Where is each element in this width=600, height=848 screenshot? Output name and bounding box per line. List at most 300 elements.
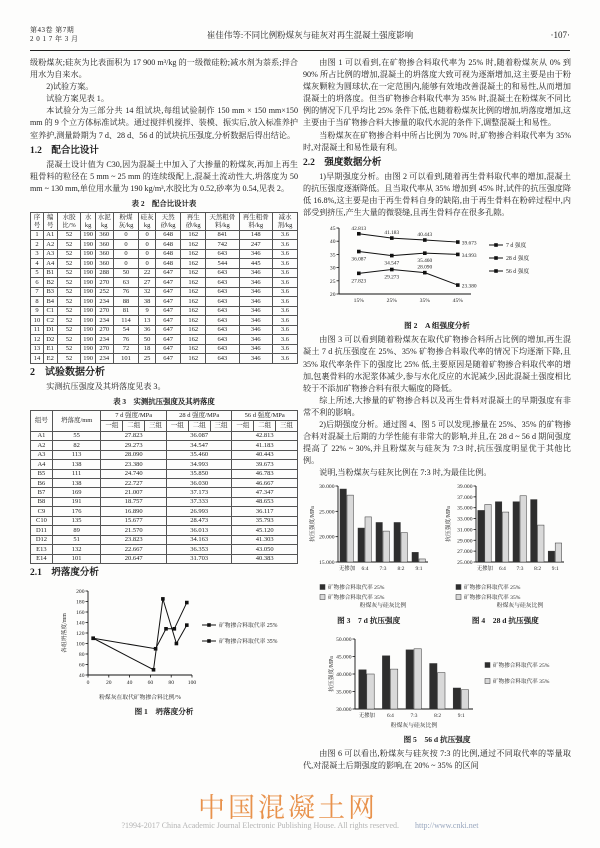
table2-cell: 643: [206, 344, 239, 353]
svg-text:无掺加: 无掺加: [477, 566, 494, 573]
group-a-strength-line-chart: [303, 223, 571, 315]
svg-text:矿物掺合料取代率 35%: 矿物掺合料取代率 35%: [219, 639, 278, 646]
figure-3-caption: 图 3 7 d 抗压强度: [337, 615, 401, 625]
table2-cell: A1: [43, 230, 57, 239]
table2-cell: 647: [156, 287, 181, 296]
table2-cell: 13: [139, 316, 156, 325]
svg-text:100: 100: [187, 680, 197, 687]
svg-text:8:2: 8:2: [434, 712, 442, 719]
table2-cell: 27: [139, 278, 156, 287]
svg-text:35: 35: [329, 252, 336, 259]
table2-header-cell: 水胶比/%: [57, 213, 81, 231]
table3-cell: B6: [31, 479, 53, 488]
table3-cell: 21.007: [101, 488, 166, 497]
table3-cell: 28.090: [101, 450, 166, 459]
table2-cell: 647: [156, 316, 181, 325]
table-row: [31, 240, 298, 249]
svg-text:140: 140: [76, 620, 85, 627]
table3-cell: 35.460: [166, 450, 231, 459]
table3-header-cell: 7 d 强度/MPa: [101, 410, 166, 420]
table-row: [31, 431, 298, 440]
svg-text:35.000: 35.000: [457, 506, 473, 513]
table3-cell: 176: [52, 507, 101, 516]
svg-text:39.000: 39.000: [457, 484, 473, 491]
table3-cell: 36.087: [166, 431, 231, 440]
table2-cell: 52: [57, 316, 81, 325]
table2-cell: A2: [43, 240, 57, 249]
svg-text:41.183: 41.183: [384, 230, 400, 237]
table3-cell: 36.013: [166, 526, 231, 535]
table2-cell: 76: [113, 287, 138, 296]
table2-cell: 12: [31, 335, 44, 344]
table2-cell: 148: [239, 230, 272, 239]
table3-cell: 28.473: [166, 516, 231, 525]
table2-cell: 3.6: [272, 306, 297, 315]
table2-caption: 表 2 配合比设计表: [131, 198, 197, 208]
table2-cell: 52: [57, 335, 81, 344]
table2-cell: 63: [113, 278, 138, 287]
table2-cell: 3.6: [272, 230, 297, 239]
table3-cell: 39.673: [232, 460, 298, 469]
table3-cell: 24.740: [101, 469, 166, 478]
table3-cell: 40.443: [232, 450, 298, 459]
svg-text:抗压强度/MPa: 抗压强度/MPa: [329, 655, 335, 692]
table3-cell: 29.273: [101, 441, 166, 450]
table3-cell: 23.823: [101, 535, 166, 544]
paragraph: 综上所述,大掺量的矿物掺合料以及再生骨料对混凝土的早期强度有非常不利的影响。: [303, 395, 571, 417]
table3-cell: 16.890: [101, 507, 166, 516]
table3-cell: 169: [52, 488, 101, 497]
table-row: [31, 249, 298, 258]
table3-cell: 47.347: [232, 488, 298, 497]
table3-cell: 40.383: [232, 554, 298, 563]
table2-cell: 14: [31, 354, 44, 363]
table2-cell: 8: [31, 297, 44, 306]
table2-cell: 10: [31, 316, 44, 325]
svg-text:40: 40: [126, 680, 133, 687]
paragraph: 实测抗压强度及其坍落度见表 3。: [46, 381, 166, 391]
table2-cell: 346: [239, 278, 272, 287]
table2-cell: 643: [206, 297, 239, 306]
table2-cell: 270: [95, 306, 113, 315]
table2-cell: 25: [139, 354, 156, 363]
table3-subheader-cell: 二组: [123, 421, 145, 431]
cnki-link[interactable]: http://www.cnki.net: [415, 821, 479, 830]
table2-cell: 76: [113, 335, 138, 344]
table2-cell: 3.6: [272, 354, 297, 363]
svg-text:56 d 强度: 56 d 强度: [506, 269, 530, 276]
table3-cell: A2: [31, 441, 53, 450]
svg-text:40.443: 40.443: [417, 232, 433, 239]
table2-cell: 252: [95, 287, 113, 296]
svg-text:抗压强度/MPa: 抗压强度/MPa: [309, 506, 316, 543]
table3-subheader-cell: 二组: [188, 421, 210, 431]
table2-cell: 162: [181, 287, 206, 296]
table2-cell: 13: [31, 344, 44, 353]
table2-cell: 3.6: [272, 278, 297, 287]
paragraph: 说明,当粉煤灰与硅灰比例在 7:3 时,为最佳比例。: [319, 468, 492, 478]
table3-cell: 55: [52, 431, 101, 440]
table3-cell: 36.030: [166, 479, 231, 488]
figure-1-caption: 图 1 坍落度分析: [134, 707, 194, 717]
table2-cell: B3: [43, 287, 57, 296]
date-line: 2 0 1 7 年 3 月: [30, 35, 79, 43]
56d-strength-bar-chart: [303, 633, 571, 729]
table2-cell: 52: [57, 344, 81, 353]
table-row: [31, 554, 298, 563]
svg-text:100: 100: [76, 641, 85, 648]
table-row: [31, 469, 298, 478]
table2-cell: 0: [113, 240, 138, 249]
table2-cell: 5: [31, 268, 44, 277]
table3-cell: 48.653: [232, 497, 298, 506]
table3-cell: 36.353: [166, 545, 231, 554]
table2-cell: 247: [239, 240, 272, 249]
svg-text:27.823: 27.823: [351, 278, 367, 285]
table2-cell: 81: [113, 306, 138, 315]
svg-text:23.380: 23.380: [461, 283, 477, 290]
svg-text:矿物掺合料取代率 25%: 矿物掺合料取代率 25%: [219, 623, 278, 630]
figure-2: [303, 223, 571, 332]
table3-cell: 34.163: [166, 535, 231, 544]
header-rule: [30, 50, 570, 51]
table3-cell: 18.757: [101, 497, 166, 506]
table-row: [31, 268, 298, 277]
table2-cell: B4: [43, 297, 57, 306]
table2-header-cell: 序号: [31, 213, 44, 231]
table3-cell: D12: [31, 535, 53, 544]
svg-text:80: 80: [78, 652, 85, 659]
table-row: [31, 460, 298, 469]
right-column: [303, 57, 571, 772]
table-row: [31, 507, 298, 516]
table2-header-cell: 水泥kg: [95, 213, 113, 231]
table2-cell: 445: [239, 259, 272, 268]
svg-text:30.000: 30.000: [336, 706, 352, 713]
table2-cell: 50: [113, 268, 138, 277]
svg-text:矿物掺合料取代率 35%: 矿物掺合料取代率 35%: [464, 595, 521, 602]
table3-subheader-cell: 三组: [276, 421, 298, 431]
table2-cell: 2: [31, 240, 44, 249]
table2-cell: 162: [181, 297, 206, 306]
table-row: [31, 535, 298, 544]
svg-text:40: 40: [78, 673, 85, 680]
table3-cell: 22.667: [101, 545, 166, 554]
table3-cell: A4: [31, 460, 53, 469]
table2-cell: 38: [139, 297, 156, 306]
table2-cell: 36: [139, 325, 156, 334]
table2-header-cell: 天然粗骨料/kg: [206, 213, 239, 231]
table3-cell: 46.667: [232, 479, 298, 488]
table-row: [31, 488, 298, 497]
section-heading-1-2: 1.2 配合比设计: [30, 145, 99, 156]
svg-text:6:4: 6:4: [361, 566, 369, 573]
table2-cell: D1: [43, 325, 57, 334]
table3-cell: 51: [52, 535, 101, 544]
paragraph: 2)后期强度分析。通过图 4、图 5 可以发现,掺量在 25%、35% 的矿物掺合料对混凝土后期的力学性能有非常大的影响,并且,在 28 d ~ 56 d 期间强度提高了 22% ~ 30%,并且粉煤灰与硅灰为 7:3 时,抗压强度明显优于其他比例。: [303, 419, 571, 466]
table3-subheader-cell: 一组: [101, 421, 123, 431]
paragraph: 混凝土设计值为 C30,因为混凝土中加入了大掺量的粉煤灰,再加上再生粗骨料的粒径在 5 mm ~ 25 mm 的连续级配上,混凝土流动性大,坍落度为 50 mm ~ 130 mm,单位用水量为 190 kg/m³,水胶比为 0.52,砂率为 0.54,见表 2。: [30, 159, 298, 193]
svg-text:6:4: 6:4: [386, 712, 394, 719]
table3-cell: 138: [52, 460, 101, 469]
table-row: [31, 278, 298, 287]
table2-cell: 346: [239, 306, 272, 315]
table2-header-cell: 水kg: [81, 213, 95, 231]
table3-cell: A1: [31, 431, 53, 440]
svg-text:20.000: 20.000: [318, 535, 335, 542]
table3-cell: 27.823: [101, 431, 166, 440]
svg-text:31.000: 31.000: [457, 527, 473, 534]
table3-cell: 135: [52, 516, 101, 525]
svg-text:29.000: 29.000: [457, 538, 473, 545]
table2-header-cell: 减水剂/kg: [272, 213, 297, 231]
table2-cell: 270: [95, 278, 113, 287]
svg-text:20: 20: [329, 292, 336, 299]
table-row: [31, 441, 298, 450]
table2-cell: 234: [95, 316, 113, 325]
table2-cell: 234: [95, 354, 113, 363]
table3-cell: 45.120: [232, 526, 298, 535]
table2-cell: 162: [181, 259, 206, 268]
svg-text:9:1: 9:1: [457, 712, 465, 719]
paragraph: 1)早期强度分析。由图 2 可以看到,随着再生骨料取代率的增加,混凝土的抗压强度逐渐降低。且当取代率从 35% 增加到 45% 时,试件的抗压强度降低 16.8%,这主要是由于再生骨料自身的缺陷,由于再生骨料在粉碎过程中,内部受到挤压,产生大量的微裂缝,且再生骨料存在很多孔隙。: [303, 171, 571, 218]
svg-text:矿物掺合料取代率 25%: 矿物掺合料取代率 25%: [327, 585, 385, 592]
svg-text:8:2: 8:2: [534, 566, 542, 573]
svg-text:15.000: 15.000: [318, 560, 335, 567]
table2-cell: 52: [57, 287, 81, 296]
table2-cell: 234: [95, 297, 113, 306]
table2-cell: 190: [81, 268, 95, 277]
svg-text:7:3: 7:3: [379, 566, 387, 573]
table3-cell: 37.333: [166, 497, 231, 506]
table2-cell: 52: [57, 230, 81, 239]
page-footer: [0, 821, 600, 830]
table2-cell: 360: [95, 230, 113, 239]
running-title: 崔佳伟等:不同比例粉煤灰与硅灰对再生混凝土强度影响: [206, 30, 414, 40]
table2-cell: 643: [206, 287, 239, 296]
svg-text:25.000: 25.000: [318, 509, 335, 516]
table2-cell: 346: [239, 297, 272, 306]
svg-text:矿物掺合料取代率 35%: 矿物掺合料取代率 35%: [493, 678, 550, 685]
28d-strength-bar-chart: [440, 481, 570, 609]
table2-cell: 162: [181, 325, 206, 334]
table2-cell: 643: [206, 268, 239, 277]
table2-cell: 162: [181, 354, 206, 363]
table2-cell: 643: [206, 278, 239, 287]
table3-cell: 138: [52, 479, 101, 488]
table3-cell: 101: [52, 554, 101, 563]
table2-cell: 88: [113, 297, 138, 306]
table2-cell: B1: [43, 268, 57, 277]
svg-text:矿物掺合料取代率 25%: 矿物掺合料取代率 25%: [493, 662, 550, 669]
table2-cell: 52: [57, 240, 81, 249]
table2-cell: C1: [43, 306, 57, 315]
table3-subheader-cell: 一组: [232, 421, 254, 431]
table2-cell: 6: [31, 278, 44, 287]
table2-cell: 346: [239, 354, 272, 363]
table2-cell: 643: [206, 354, 239, 363]
table2-cell: 643: [206, 249, 239, 258]
table2-cell: 190: [81, 316, 95, 325]
figure-2-caption: 图 2 A 组强度分析: [404, 321, 470, 331]
table3-cell: E14: [31, 554, 53, 563]
svg-text:无掺加: 无掺加: [358, 712, 375, 719]
table2-cell: 190: [81, 278, 95, 287]
svg-text:42.813: 42.813: [351, 225, 367, 232]
table2-cell: 360: [95, 249, 113, 258]
table2-cell: 3.6: [272, 249, 297, 258]
table2-cell: 3.6: [272, 268, 297, 277]
svg-text:粉煤灰与硅灰比例: 粉煤灰与硅灰比例: [359, 603, 406, 610]
svg-text:9:1: 9:1: [552, 566, 559, 573]
table2-cell: 190: [81, 335, 95, 344]
figure-3-4-row: [303, 479, 571, 628]
svg-text:28.090: 28.090: [417, 264, 433, 271]
table2-cell: 114: [113, 316, 138, 325]
svg-text:40.000: 40.000: [336, 671, 352, 678]
svg-text:37.000: 37.000: [457, 495, 473, 502]
table2-cell: 190: [81, 240, 95, 249]
svg-text:7:3: 7:3: [516, 566, 524, 573]
table-row: [31, 526, 298, 535]
svg-text:120: 120: [76, 631, 85, 638]
table2-cell: 643: [206, 306, 239, 315]
paragraph: 试验方案见表 1。: [46, 94, 109, 104]
table2-cell: 841: [206, 230, 239, 239]
table-row: [31, 450, 298, 459]
table3-cell: 35.793: [232, 516, 298, 525]
table-row: [31, 316, 298, 325]
table2-cell: 647: [156, 344, 181, 353]
table2-cell: 270: [95, 325, 113, 334]
table3-cell: C10: [31, 516, 53, 525]
table2-cell: 648: [156, 230, 181, 239]
svg-text:34.993: 34.993: [461, 253, 477, 260]
svg-text:7 d 强度: 7 d 强度: [506, 243, 527, 250]
table2-cell: 360: [95, 240, 113, 249]
table2-cell: 0: [139, 230, 156, 239]
paragraph: 由图 1 可以看到,在矿物掺合料取代率为 25% 时,随着粉煤灰从 0% 到 90% 所占比例的增加,混凝土的坍落度大致可视为逐渐增加,这主要是由于粉煤灰颗粒为圆球状,在一定范围内,能够有效地改善混凝土的和易性,从而增加混凝土的坍落度。但当矿物掺合料取代率为 35% 时,混凝土在粉煤灰不同比例的情况下几乎均比 25% 条件下低,也随着粉煤灰比例的增加,坍落度增加,这主要由于当矿物掺合料大掺量的取代水泥的条件下,调整混凝土和易性。: [303, 58, 571, 128]
table2-cell: 162: [181, 240, 206, 249]
table2-cell: 0: [139, 249, 156, 258]
table2-cell: 52: [57, 306, 81, 315]
svg-text:60: 60: [147, 680, 154, 687]
table2-cell: 346: [239, 249, 272, 258]
table-header-row: [31, 410, 298, 420]
table2-cell: 52: [57, 325, 81, 334]
table-row: [31, 545, 298, 554]
svg-text:无掺加: 无掺加: [338, 566, 355, 573]
table2-cell: 50: [139, 335, 156, 344]
table2-cell: 643: [206, 325, 239, 334]
figure-1: [30, 583, 298, 718]
table2-cell: 346: [239, 316, 272, 325]
table2-cell: 3.6: [272, 316, 297, 325]
table2-cell: 643: [206, 335, 239, 344]
table2-cell: 32: [139, 287, 156, 296]
svg-text:45.000: 45.000: [336, 654, 352, 661]
svg-text:7:3: 7:3: [410, 712, 418, 719]
table2-cell: 1: [31, 230, 44, 239]
table2-cell: 4: [31, 259, 44, 268]
table2-cell: E1: [43, 344, 57, 353]
paragraph: 本试验分为三部分共 14 组试块,每组试验制作 150 mm × 150 mm×150 mm 的 9 个立方体标准试块。通过搅拌机搅拌、装模、振实后,放入标准养护室养护,测量龄期为 7 d、28 d、56 d 的试块抗压强度,分析数据后得出结论。: [30, 106, 298, 140]
svg-text:8:2: 8:2: [397, 566, 405, 573]
table2-cell: A4: [43, 259, 57, 268]
svg-text:27.000: 27.000: [457, 549, 473, 556]
table3-cell: 21.570: [101, 526, 166, 535]
table3-cell: 42.813: [232, 431, 298, 440]
table2-cell: 9: [139, 306, 156, 315]
svg-text:80: 80: [168, 680, 174, 687]
table2-cell: 18: [139, 344, 156, 353]
table2-header-cell: 硅灰kg: [139, 213, 156, 231]
svg-text:160: 160: [76, 610, 85, 617]
table-row: [31, 335, 298, 344]
svg-text:60: 60: [78, 662, 85, 669]
table2-cell: 72: [113, 344, 138, 353]
table3-cell: 22.727: [101, 479, 166, 488]
table3-cell: 43.050: [232, 545, 298, 554]
svg-text:28 d 强度: 28 d 强度: [506, 256, 530, 263]
table2-cell: 52: [57, 249, 81, 258]
table2-cell: 101: [113, 354, 138, 363]
table-row: [31, 297, 298, 306]
svg-text:180: 180: [76, 599, 85, 606]
table2-cell: 288: [95, 268, 113, 277]
paragraph: 由图 3 可以看到随着粉煤灰在取代矿物掺合料所占比例的增加,再生混凝土 7 d 抗压强度在 25%、35% 矿物掺合料取代率的情况下均逐渐下降,且 35% 取代率条件下的强度比 25% 低,主要原因是随着矿物掺合料取代率的增加,包裹骨料的水泥浆体减少,参与水化反应的水泥减少,因此混凝土强度相比较于不添加矿物掺合料有很大幅度的降低。: [303, 335, 571, 393]
table3-subheader-cell: 三组: [210, 421, 232, 431]
table2-cell: 647: [156, 325, 181, 334]
svg-text:25.000: 25.000: [457, 560, 473, 567]
table2-cell: 346: [239, 325, 272, 334]
table3-cell: 41.303: [232, 535, 298, 544]
table-row: [31, 325, 298, 334]
table2-cell: 190: [81, 344, 95, 353]
table3-cell: 20.647: [101, 554, 166, 563]
table3-header-cell: 28 d 强度/MPa: [166, 410, 231, 420]
table2-cell: 162: [181, 344, 206, 353]
table2-cell: 54: [113, 325, 138, 334]
svg-text:35.460: 35.460: [417, 258, 433, 265]
table3-cell: B7: [31, 488, 53, 497]
figure-4: [440, 481, 571, 626]
table3-cell: 34.547: [166, 441, 231, 450]
svg-text:35.000: 35.000: [336, 689, 352, 696]
left-column: [30, 57, 298, 720]
table2-cell: 190: [81, 259, 95, 268]
table2-cell: 3.6: [272, 335, 297, 344]
table3-cell: 37.173: [166, 488, 231, 497]
table2-cell: 3: [31, 249, 44, 258]
table3-cell: 26.993: [166, 507, 231, 516]
table3-cell: 36.117: [232, 507, 298, 516]
table2-cell: 270: [95, 344, 113, 353]
svg-text:45: 45: [329, 226, 336, 233]
table3-caption: 表 3 实测抗压强度及其坍落度: [113, 396, 215, 406]
table3-cell: 46.783: [232, 469, 298, 478]
svg-text:粉煤灰与硅灰比例: 粉煤灰与硅灰比例: [390, 722, 438, 729]
table2-cell: 22: [139, 268, 156, 277]
table2-cell: 234: [95, 335, 113, 344]
table3-subheader-cell: 二组: [254, 421, 276, 431]
table2-cell: 52: [57, 259, 81, 268]
table2-cell: D2: [43, 335, 57, 344]
table2-cell: 643: [206, 316, 239, 325]
table2-cell: 3.6: [272, 259, 297, 268]
table2-cell: 7: [31, 287, 44, 296]
table2-cell: 346: [239, 344, 272, 353]
